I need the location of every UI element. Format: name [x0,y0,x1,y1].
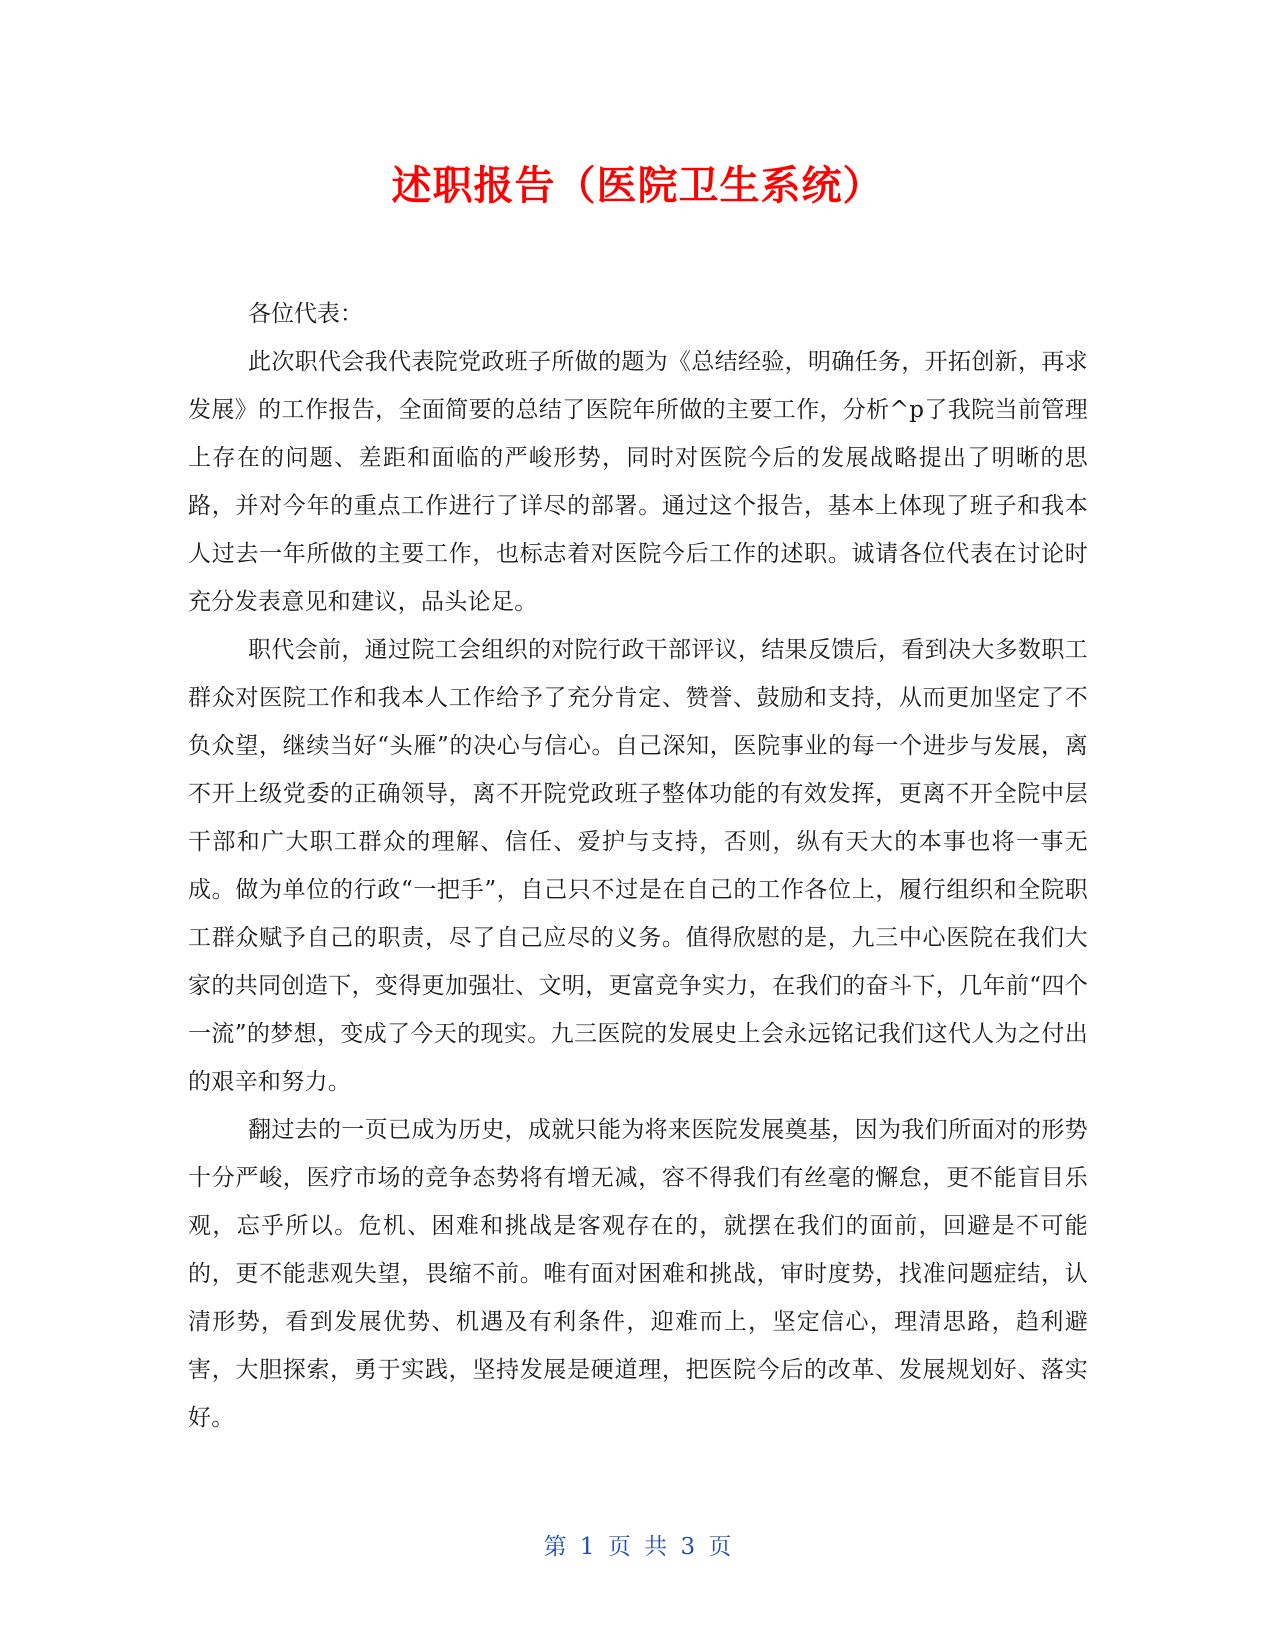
document-body [188,290,1088,1442]
paragraph-1: 此次职代会我代表院党政班子所做的题为《总结经验，明确任务，开拓创新，再求发展》的工作报告，全面简要的总结了医院年所做的主要工作，分析^p了我院当前管理上存在的问题、差距和面临的严峻形势，同时对医院今后的发展战略提出了明晰的思路，并对今年的重点工作进行了详尽的部署。通过这个报告，基本上体现了班子和我本人过去一年所做的主要工作，也标志着对医院今后工作的述职。诚请各位代表在讨论时充分发表意见和建议，品头论足。 [188,349,1088,615]
page-number-footer: 第 1 页 共 3 页 [543,1534,732,1560]
document-title: 述职报告（医院卫生系统） [391,163,884,209]
paragraph-2: 职代会前，通过院工会组织的对院行政干部评议，结果反馈后，看到决大多数职工群众对医院工作和我本人工作给予了充分肯定、赞誉、鼓励和支持，从而更加坚定了不负众望，继续当好“头雁”的决心与信心。自己深知，医院事业的每一个进步与发展，离不开上级党委的正确领导，离不开院党政班子整体功能的有效发挥，更离不开全院中层干部和广大职工群众的理解、信任、爱护与支持，否则，纵有天大的本事也将一事无成。做为单位的行政“一把手”，自己只不过是在自己的工作各位上，履行组织和全院职工群众赋予自己的职责，尽了自己应尽的义务。值得欣慰的是，九三中心医院在我们大家的共同创造下，变得更加强壮、文明，更富竞争实力，在我们的奋斗下，几年前“四个一流”的梦想，变成了今天的现实。九三医院的发展史上会永远铭记我们这代人为之付出的艰辛和努力。 [188,637,1088,1095]
paragraph-3: 翻过去的一页已成为历史，成就只能为将来医院发展奠基，因为我们所面对的形势十分严峻，医疗市场的竞争态势将有增无减，容不得我们有丝毫的懈怠，更不能盲目乐观，忘乎所以。危机、困难和挑战是客观存在的，就摆在我们的面前，回避是不可能的，更不能悲观失望，畏缩不前。唯有面对困难和挑战，审时度势，找准问题症结，认清形势，看到发展优势、机遇及有利条件，迎难而上，坚定信心，理清思路，趋利避害，大胆探索，勇于实践，坚持发展是硬道理，把医院今后的改革、发展规划好、落实好。 [188,1117,1088,1431]
greeting: 各位代表： [248,301,363,327]
